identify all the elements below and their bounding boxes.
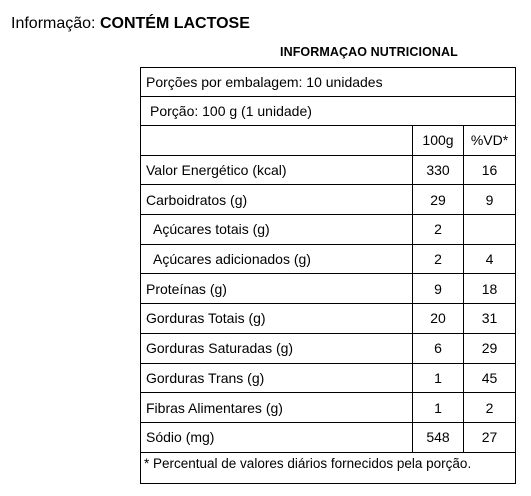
portion-row xyxy=(141,97,516,126)
nutrient-vd: 27 xyxy=(464,422,516,452)
table-row xyxy=(141,333,516,363)
lactose-notice xyxy=(11,14,250,34)
column-header-vd: %VD* xyxy=(464,126,516,156)
notice-value: CONTÉM LACTOSE xyxy=(99,15,250,32)
nutrient-vd: 9 xyxy=(464,185,516,215)
nutrient-name: Açúcares adicionados (g) xyxy=(141,244,413,274)
table-row xyxy=(141,363,516,393)
nutrient-per100g: 9 xyxy=(413,274,464,304)
table-row xyxy=(141,215,516,245)
table-row xyxy=(141,155,516,185)
nutrient-per100g: 1 xyxy=(413,393,464,423)
table-title: INFORMAÇAO NUTRICIONAL xyxy=(280,45,458,59)
nutrient-vd: 31 xyxy=(464,304,516,334)
nutrient-per100g: 2 xyxy=(413,244,464,274)
table-row xyxy=(141,274,516,304)
nutrient-per100g: 29 xyxy=(413,185,464,215)
nutrient-name: Sódio (mg) xyxy=(141,422,413,452)
nutrient-per100g: 1 xyxy=(413,363,464,393)
nutrient-name: Proteínas (g) xyxy=(141,274,413,304)
nutrient-per100g: 6 xyxy=(413,333,464,363)
nutrient-per100g: 20 xyxy=(413,304,464,334)
nutrient-per100g: 548 xyxy=(413,422,464,452)
footnote-row xyxy=(141,452,516,483)
nutrient-name: Gorduras Trans (g) xyxy=(141,363,413,393)
notice-label: Informação: xyxy=(11,15,100,32)
servings-per-package: Porções por embalagem: 10 unidades xyxy=(141,68,516,97)
nutrient-vd: 18 xyxy=(464,274,516,304)
table-row xyxy=(141,304,516,334)
nutrient-vd: 4 xyxy=(464,244,516,274)
nutrient-name: Fibras Alimentares (g) xyxy=(141,393,413,423)
table-row xyxy=(141,393,516,423)
nutrient-name: Gorduras Totais (g) xyxy=(141,304,413,334)
nutrient-vd: 2 xyxy=(464,393,516,423)
nutrient-name: Gorduras Saturadas (g) xyxy=(141,333,413,363)
footnote: * Percentual de valores diários fornecidos pela porção. xyxy=(141,452,516,483)
nutrient-name: Açúcares totais (g) xyxy=(141,215,413,245)
column-header-100g: 100g xyxy=(413,126,464,156)
nutrient-per100g: 330 xyxy=(413,155,464,185)
nutrient-vd xyxy=(464,215,516,245)
header-blank-cell xyxy=(141,126,413,156)
table-row xyxy=(141,244,516,274)
nutrient-vd: 29 xyxy=(464,333,516,363)
nutrient-name: Carboidratos (g) xyxy=(141,185,413,215)
nutrient-per100g: 2 xyxy=(413,215,464,245)
portion-size: Porção: 100 g (1 unidade) xyxy=(141,97,516,126)
servings-row xyxy=(141,68,516,97)
nutrient-name: Valor Energético (kcal) xyxy=(141,155,413,185)
column-header-row xyxy=(141,126,516,156)
table-row xyxy=(141,185,516,215)
nutrient-vd: 16 xyxy=(464,155,516,185)
table-row xyxy=(141,422,516,452)
nutrient-vd: 45 xyxy=(464,363,516,393)
nutrition-table xyxy=(140,67,516,484)
